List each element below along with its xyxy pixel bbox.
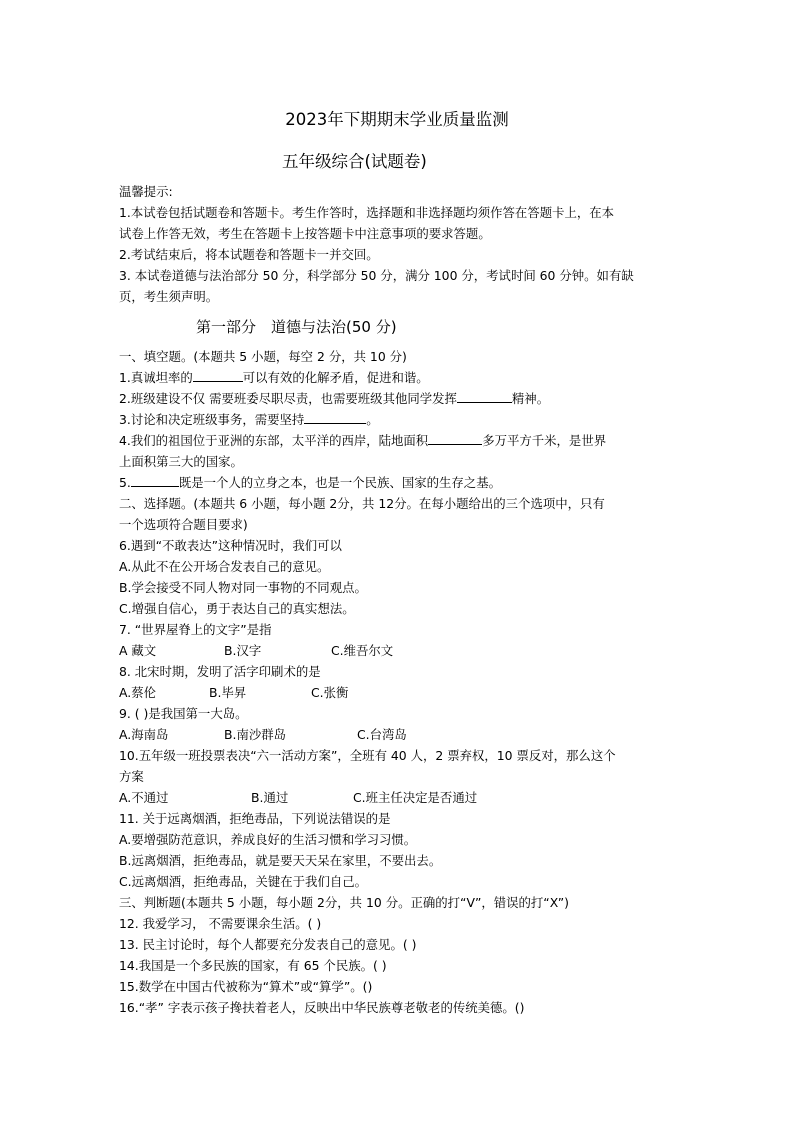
section-heading: 三、判断题(本题共 5 小题，每小题 2分，共 10 分。正确的打“V”，错误的打“X”) [119,895,569,910]
option: A.蔡伦 [119,685,156,700]
question-6: 6.遇到“不敢表达”这种情况时，我们可以 [119,538,342,553]
question-9: 9. ( )是我国第一大岛。 [119,706,248,721]
option: B.南沙群岛 [224,727,287,742]
question-4-cont: 上面积第三大的国家。 [119,454,243,469]
question-7: 7. “世界屋脊上的文字”是指 [119,622,272,637]
question-13: 13. 民主讨论时，每个人都要充分发表自己的意见。( ) [119,937,417,952]
tips-block [119,181,679,307]
question-1: 1.真诚坦率的 可以有效的化解矛盾，促进和谐。 [119,367,679,388]
question-2: 2.班级建设不仅 需要班委尽职尽责，也需要班级其他同学发挥 精神。 [119,388,679,409]
option: B.远离烟酒，拒绝毒品，就是要天天呆在家里，不要出去。 [119,853,442,868]
exam-subtitle: 五年级综合(试题卷) [282,152,427,171]
answer-blank [304,409,366,424]
tips-heading: 温馨提示: [119,184,173,199]
question-12: 12. 我爱学习， 不需要课余生活。( ) [119,916,322,931]
options-row [119,682,679,703]
question-4: 4.我们的祖国位于亚洲的东部，太平洋的西岸，陆地面积 多万平方千米，是世界 [119,430,679,451]
option: A.从此不在公开场合发表自己的意见。 [119,559,330,574]
option: C.增强自信心，勇于表达自己的真实想法。 [119,601,355,616]
option: B.学会接受不同人物对同一事物的不同观点。 [119,580,367,595]
section-heading: 一、填空题。(本题共 5 小题，每空 2 分，共 10 分) [119,349,407,364]
option: A.不通过 [119,790,169,805]
question-11: 11. 关于远离烟酒，拒绝毒品，下列说法错误的是 [119,811,391,826]
options-row [119,640,679,661]
tips-line: 1.本试卷包括试题卷和答题卡。考生作答时，选择题和非选择题均须作答在答题卡上，在本 [119,205,615,220]
answer-blank [457,388,512,403]
option: C.远离烟酒，拒绝毒品，关键在于我们自己。 [119,874,368,889]
answer-blank [428,430,482,445]
option: B.通过 [251,790,289,805]
option: C.张衡 [311,685,349,700]
exam-title: 2023年下期期末学业质量监测 [285,110,509,129]
option: A.海南岛 [119,727,169,742]
question-15: 15.数学在中国古代被称为“算术”或“算学”。() [119,979,373,994]
option: C.台湾岛 [357,727,407,742]
options-row [119,724,679,745]
question-3: 3.讨论和决定班级事务，需要坚持 。 [119,409,679,430]
question-8: 8. 北宋时期，发明了活字印刷术的是 [119,664,321,679]
question-14: 14.我国是一个多民族的国家，有 65 个民族。( ) [119,958,387,973]
question-10-cont: 方案 [119,769,144,784]
question-16: 16.“孝” 字表示孩子搀扶着老人，反映出中华民族尊老敬老的传统美德。() [119,1000,525,1015]
option: C.维吾尔文 [331,643,394,658]
option: B.汉字 [224,643,262,658]
question-5: 5. 既是一个人的立身之本，也是一个民族、国家的生存之基。 [119,472,679,493]
part-title: 第一部分 道德与法治(50 分) [196,318,397,336]
question-10: 10.五年级一班投票表决“六一活动方案”，全班有 40 人，2 票弃权，10 票反对，那么这个 [119,748,616,763]
tips-line: 3. 本试卷道德与法治部分 50 分，科学部分 50 分，满分 100 分，考试时间 60 分钟。如有缺 [119,268,634,283]
options-row [119,787,679,808]
tips-line: 页，考生须声明。 [119,289,219,304]
option: A 藏文 [119,643,157,658]
option: A.要增强防范意识，养成良好的生活习惯和学习习惯。 [119,832,417,847]
section-heading: 二、选择题。(本题共 6 小题，每小题 2分，共 12分。在每小题给出的三个选项中，只有 [119,496,605,511]
questions-block [119,346,679,1018]
section-heading-cont: 一个选项符合题目要求) [119,517,248,532]
tips-line: 2.考试结束后，将本试题卷和答题卡一并交回。 [119,247,379,262]
answer-blank [131,472,179,487]
answer-blank [193,367,243,382]
tips-line: 试卷上作答无效，考生在答题卡上按答题卡中注意事项的要求答题。 [119,226,491,241]
option: B.毕昇 [209,685,247,700]
option: C.班主任决定是否通过 [353,790,478,805]
